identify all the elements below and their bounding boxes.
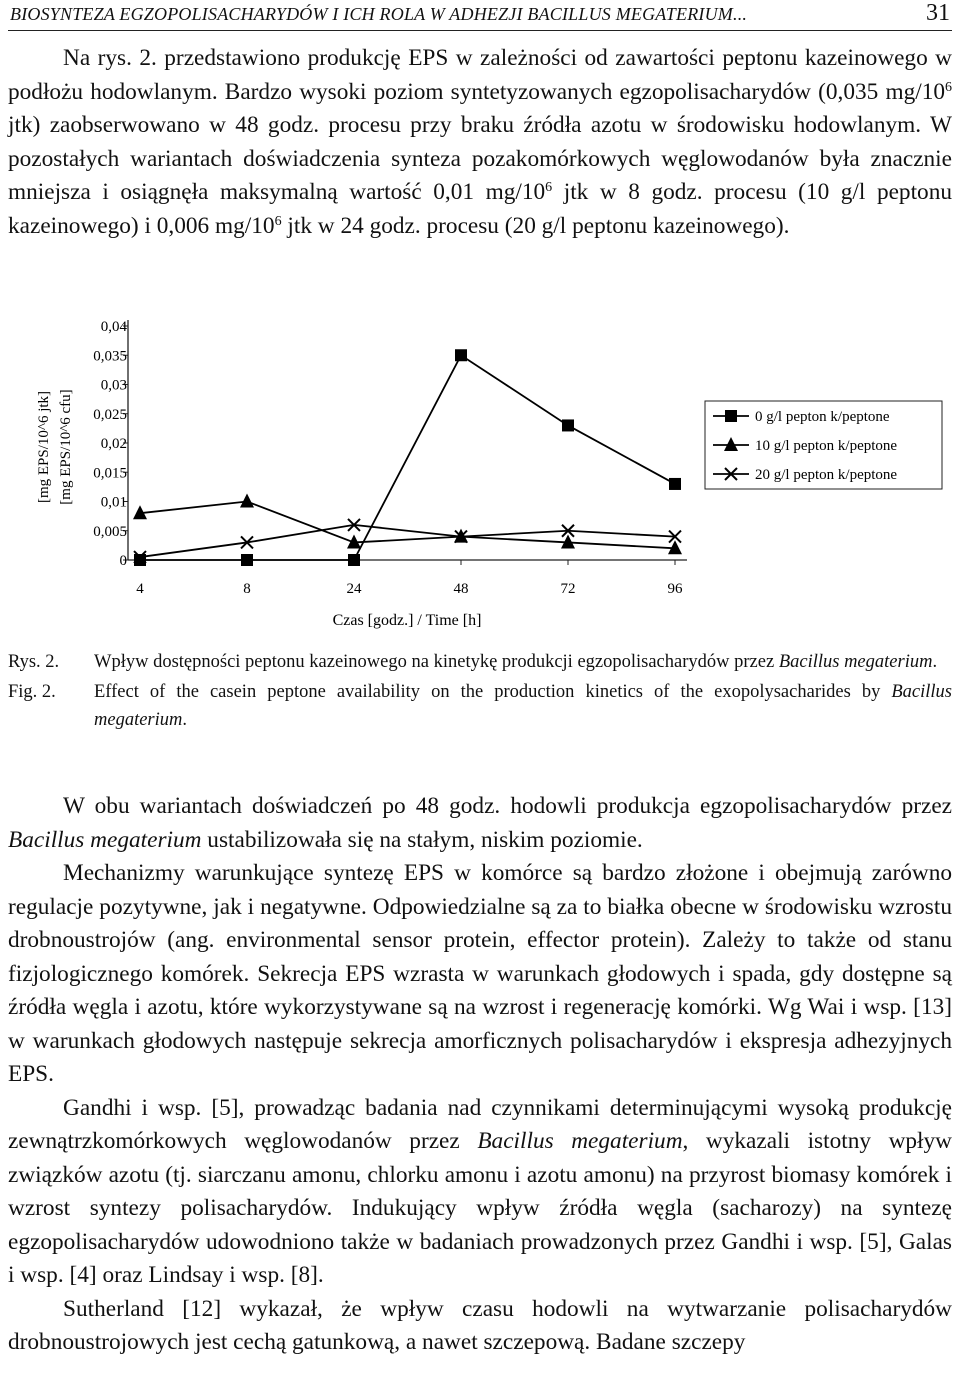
body-p3-text-b: , wykazali istotny wpływ związków azotu (tj. siarczanu amonu, chlorku amonu i azotu amonu) na przyrost biomasy komórek i wzrost syntezy polisacharydów. Indukujący wpływ źródła węgla (sacharozy) na syntezę egzopolisacharydów udowodniono także w badaniach prowadzonych przez Gandhi i wsp. [5], Galas i wsp. [4] oraz Lindsay i wsp. [8]. <box>8 1128 952 1288</box>
y-tick-label: 0,01 <box>100 494 127 511</box>
caption-pl-number: Rys. 2. <box>8 652 60 672</box>
data-point-square <box>241 554 253 566</box>
y-tick-label: 0,035 <box>93 348 127 365</box>
caption-pl-end: . <box>932 652 938 672</box>
x-tick-label: 72 <box>560 581 576 597</box>
x-tick-label: 24 <box>346 581 362 597</box>
x-tick-label: 8 <box>243 581 251 597</box>
caption-en-text: Effect of the casein peptone availability on the production kinetics of the exopolysacharides by <box>94 682 892 702</box>
data-point-square <box>562 419 574 431</box>
data-point-square <box>669 478 681 490</box>
body-p4-text: Sutherland [12] wykazał, że wpływ czasu hodowli na wytwarzanie polisacharydów drobnoustrojowych jest cechą gatunkową, a nawet szczepową. Badane szczepy <box>8 1295 952 1355</box>
chart-y-ticks <box>93 319 128 569</box>
x-axis-label: Czas [godz.] / Time [h] <box>332 612 482 629</box>
series-line <box>140 502 675 549</box>
y-tick-label: 0,02 <box>100 436 127 452</box>
x-tick-label: 48 <box>453 581 469 597</box>
intro-sup-2: 6 <box>545 180 553 195</box>
body-p1-species: Bacillus megaterium <box>8 826 202 853</box>
y-tick-label: 0,025 <box>93 406 127 423</box>
body-paragraph-3 <box>8 1092 952 1293</box>
legend-label: 20 g/l pepton k/peptone <box>755 467 898 483</box>
x-tick-label: 96 <box>667 581 683 597</box>
chart-legend <box>705 401 942 489</box>
body-paragraph-2 <box>8 857 952 1092</box>
running-header-title: BIOSYNTEZA EGZOPOLISACHARYDÓW I ICH ROLA W ADHEZJI BACILLUS MEGATERIUM... <box>10 4 748 24</box>
series-line <box>140 525 675 557</box>
body-text <box>8 790 952 1360</box>
x-tick-label: 4 <box>136 581 144 597</box>
legend-label: 10 g/l pepton k/peptone <box>755 438 898 454</box>
caption-en-end: . <box>182 710 187 730</box>
data-point-square <box>348 554 360 566</box>
legend-marker-square <box>725 410 737 422</box>
series-x <box>134 519 681 563</box>
caption-pl-text: Wpływ dostępności peptonu kazeinowego na kinetykę produkcji egzopolisacharydów przez <box>94 652 779 672</box>
series-line <box>140 355 675 560</box>
y-tick-label: 0,015 <box>93 465 127 482</box>
data-point-square <box>455 349 467 361</box>
intro-text-3: jtk w 8 godz. procesu (10 g/l peptonu kazeinowego) i 0,006 mg/10 <box>8 179 952 239</box>
body-p3-species: Bacillus megaterium <box>477 1128 683 1154</box>
running-header <box>8 0 952 31</box>
data-point-triangle <box>240 494 254 508</box>
y-axis-label-line1: [mg EPS/10^6 jtk] <box>36 390 52 504</box>
intro-paragraph <box>8 42 952 243</box>
intro-sup-3: 6 <box>274 213 282 229</box>
chart-axes <box>128 320 687 560</box>
series-triangle <box>133 494 682 555</box>
y-tick-label: 0 <box>119 553 127 569</box>
chart-series <box>133 349 682 566</box>
intro-text-4: jtk w 24 godz. procesu (20 g/l peptonu kazeinowego). <box>281 212 790 239</box>
series-square <box>134 349 681 566</box>
intro-text-2: jtk) zaobserwowano w 48 godz. procesu przy braku źródła azotu w środowisku hodowlanym. W pozostałych wariantach doświadczenia synteza pozakomórkowych węglowodanów była znacznie mniejsza i osiągnęła maksymalną wartość 0,01 mg/10 <box>8 112 952 205</box>
caption-pl <box>8 648 952 676</box>
page-number: 31 <box>926 0 950 26</box>
figure-2-chart <box>0 305 960 640</box>
y-tick-label: 0,04 <box>100 319 127 335</box>
intro-text-1: Na rys. 2. przedstawiono produkcję EPS w zależności od zawartości peptonu kazeinowego w podłożu hodowlanym. Bardzo wysoki poziom syntetyzowanych egzopolisacharydów (0,035 mg/10 <box>8 45 952 105</box>
y-tick-label: 0,005 <box>93 523 127 540</box>
caption-en-species: Bacillus megaterium <box>94 682 952 730</box>
chart-x-ticks <box>136 560 683 597</box>
y-tick-label: 0,03 <box>100 377 127 394</box>
body-p1-text-b: ustabilizowała się na stałym, niskim poziomie. <box>201 826 643 853</box>
chart-svg <box>0 305 960 640</box>
legend-label: 0 g/l pepton k/peptone <box>755 409 890 425</box>
body-paragraph-4 <box>8 1293 952 1360</box>
caption-en <box>8 678 952 734</box>
intro-sup-1: 6 <box>945 79 952 95</box>
body-p2-text: Mechanizmy warunkujące syntezę EPS w komórce są bardzo złożone i obejmują zarówno regulacje pozytywne, jak i negatywne. Odpowiedzialne są za to białka obecne w środowisku wzrostu drobnoustrojów (ang. environmental sensor protein, effector protein). Zależy to także od stanu fizjologicznego komórek. Sekrecja EPS wzrasta w warunkach głodowych i spada, gdy dostępne są źródła węgla i azotu, które wykorzystywane są na wzrost i regenerację komórki. Wg Wai i wsp. [13] w warunkach głodowych następuje sekrecja amorficznych polisacharydów i ekspresja adhezyjnych EPS. <box>8 860 952 1087</box>
caption-en-number: Fig. 2. <box>8 682 56 702</box>
body-paragraph-1 <box>8 790 952 857</box>
figure-captions <box>8 648 952 736</box>
body-p3-text-a: Gandhi i wsp. [5], prowadząc badania nad czynnikami determinującymi wysoką produkcję zewnątrzkomórkowych węglowodanów przez <box>8 1094 952 1154</box>
y-axis-label-line2: [mg EPS/10^6 cfu] <box>58 389 74 505</box>
caption-pl-species: Bacillus megaterium <box>778 652 933 672</box>
body-p1-text-a: W obu wariantach doświadczeń po 48 godz. hodowli produkcja egzopolisacharydów przez <box>63 793 952 819</box>
